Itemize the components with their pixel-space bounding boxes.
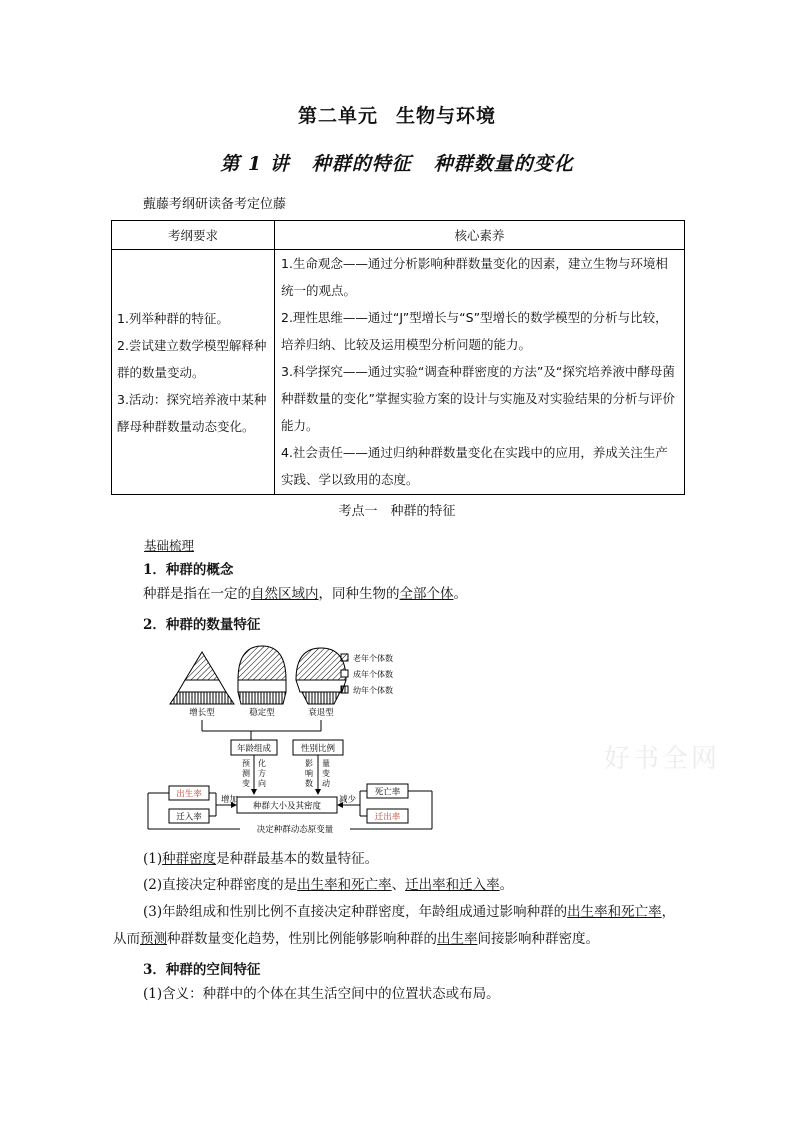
- literacy-item: 4.社会责任——通过归纳种群数量变化在实践中的应用，养成关注生产实践、学以致用的态度。: [281, 445, 668, 487]
- lecture-title: 第 1 讲 种群的特征 种群数量的变化: [220, 153, 574, 175]
- population-definition: 种群是指在一定的自然区域内，同种生物的全部个体。: [143, 586, 467, 602]
- svg-text:出生率: 出生率: [176, 789, 202, 800]
- unit-title: 第二单元 生物与环境: [297, 105, 497, 127]
- section-banner: 薽藤考纲研读备考定位藤: [143, 197, 287, 212]
- connector-lines: [202, 720, 321, 740]
- svg-text:性别比例: 性别比例: [300, 744, 336, 754]
- legend-adult: 成年个体数: [353, 670, 393, 679]
- label-growth: 增长型: [189, 708, 215, 718]
- watermark: 好书全网: [604, 744, 721, 774]
- literacy-item: 1.生命观念——通过分析影响种群数量变化的因素，建立生物与环境相统一的观点。: [281, 256, 668, 298]
- literacy-cell: [275, 250, 685, 495]
- label-determining-variables: 决定种群动态原变量: [256, 825, 334, 835]
- legend-young: 幼年个体数: [353, 686, 393, 695]
- basic-review-tag: 基础梳理: [144, 538, 195, 553]
- requirement-item: 3.活动：探究培养液中某种酵母种群数量动态变化。: [117, 391, 267, 434]
- paragraph-direct-factors: (2)直接决定种群密度的是出生率和死亡率、迁出率和迁入率。: [143, 877, 514, 893]
- legend-old: 老年个体数: [353, 654, 393, 663]
- label-predict-change-direction: 预测变化方向: [242, 759, 266, 788]
- population-characteristics-diagram: [140, 640, 455, 840]
- svg-text:迁入率: 迁入率: [176, 812, 202, 823]
- svg-text:年龄组成: 年龄组成: [236, 744, 272, 754]
- svg-text:死亡率: 死亡率: [374, 787, 401, 798]
- legend: [341, 653, 393, 695]
- requirement-item: 2.尝试建立数学模型解释种群的数量变动。: [117, 337, 267, 380]
- label-declining: 衰退型: [308, 708, 334, 718]
- kaodian-title: 考点一 种群的特征: [338, 504, 456, 519]
- pyramid-declining: [296, 648, 346, 704]
- svg-text:种群大小及其密度: 种群大小及其密度: [252, 801, 322, 812]
- label-stable: 稳定型: [249, 708, 275, 718]
- syllabus-table: [111, 220, 685, 495]
- table-header-requirements: 考纲要求: [112, 221, 275, 250]
- paragraph-spatial-meaning: (1)含义：种群中的个体在其生活空间中的位置状态或布局。: [143, 986, 500, 1002]
- label-affect-quantity-change: 影响数量变动: [305, 759, 330, 788]
- paragraph-indirect-factors-line1: (3)年龄组成和性别比例不直接决定种群密度，年龄组成通过影响种群的出生率和死亡率，: [143, 904, 676, 920]
- section-1-heading: 1．种群的概念: [143, 562, 234, 578]
- section-3-heading: 3．种群的空间特征: [143, 962, 261, 978]
- label-decrease: 减少: [339, 795, 357, 805]
- requirement-item: 1.列举种群的特征。: [117, 310, 229, 326]
- table-header-literacy: 核心素养: [275, 221, 685, 250]
- svg-text:迁出率: 迁出率: [374, 812, 401, 823]
- pyramid-growth: [170, 652, 234, 704]
- label-increase: 增加: [221, 795, 239, 805]
- paragraph-indirect-factors-line2: 从而预测种群数量变化趋势，性别比例能够影响种群的出生率间接影响种群密度。: [113, 931, 599, 947]
- requirements-cell: [112, 250, 275, 495]
- literacy-item: 2.理性思维——通过“J”型增长与“S”型增长的数学模型的分析与比较，培养归纳、比较及运用模型分析问题的能力。: [281, 310, 668, 352]
- section-2-heading: 2．种群的数量特征: [143, 617, 261, 633]
- pyramid-stable: [238, 646, 286, 704]
- literacy-item: 3.科学探究——通过实验“调查种群密度的方法”及“探究培养液中酵母菌种群数量的变化”掌握实验方案的设计与实施及对实验结果的分析与评价能力。: [281, 364, 675, 433]
- paragraph-density: (1)种群密度是种群最基本的数量特征。: [143, 851, 379, 867]
